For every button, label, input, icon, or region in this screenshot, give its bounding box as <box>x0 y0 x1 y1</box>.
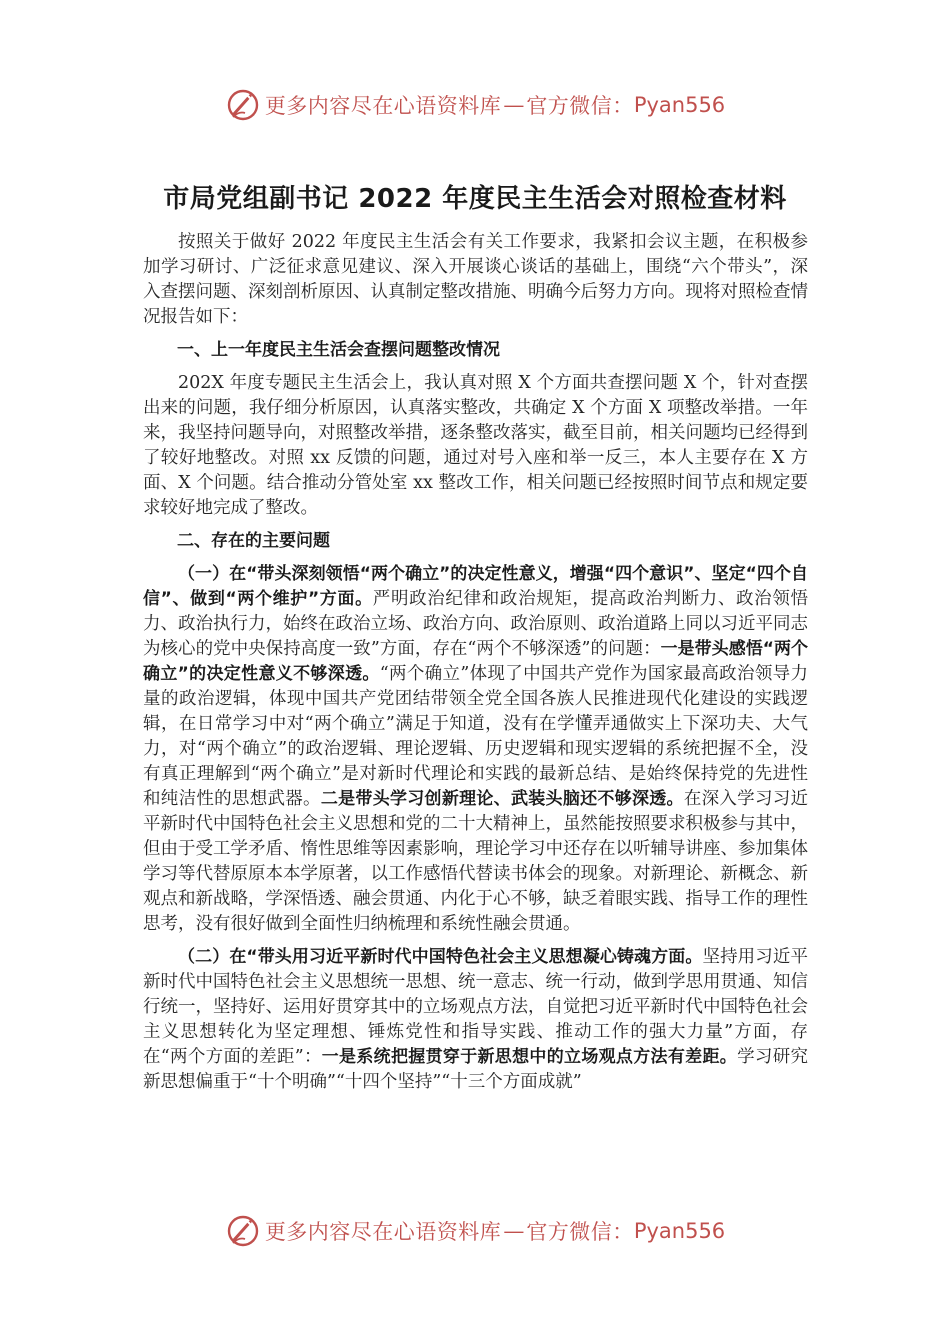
banner-text: 更多内容尽在心语资料库 <box>264 94 502 118</box>
intro-paragraph: 按照关于做好 2022 年度民主生活会有关工作要求，我紧扣会议主题，在积极参加学习研讨、广泛征求意见建议、深入开展谈心谈话的基础上，围绕“六个带头”，深入查摆问题、深刻剖析原因、认真制定整改措施、明确今后努力方向。现将对照检查情况报告如下： <box>143 232 808 327</box>
problem-2-lead: （二）在“带头用习近平新时代中国特色社会主义思想凝心铸魂方面。 <box>178 947 703 967</box>
problem-1-lead: （一）在“带头深刻领悟“两个确立”的决定性意义，增强“四个意识”、坚定“四个自信”、做到“两个维护”方面。 <box>143 564 808 609</box>
problem-2-paragraph <box>143 945 808 1095</box>
problem-1-paragraph <box>143 562 808 937</box>
footer-banner-wechat-label: 官方微信： <box>526 1220 634 1244</box>
problem-1-point-2: 二是带头学习创新理论、武装头脑还不够深透。 <box>320 789 684 809</box>
banner-wechat-id: Pyan556 <box>633 93 726 117</box>
header-watermark-banner <box>0 85 950 125</box>
pen-circle-logo-icon <box>225 87 261 123</box>
problem-1-text-a: 严明政治纪律和政治规矩，提高政治判断力、政治领悟力、政治执行力，始终在政治立场、政治方向、政治原则、政治道路上同以习近平同志为核心的党中央保持高度一致”方面，存在“两个不够深透”的问题： <box>143 589 808 659</box>
document-body <box>143 230 808 1095</box>
problem-1-text-c: 在深入学习习近平新时代中国特色社会主义思想和党的二十大精神上，虽然能按照要求积极参与其中，但由于受工学矛盾、惰性思维等因素影响，理论学习中还存在以听辅导讲座、参加集体学习等代替原原本本学原著，以工作感悟代替读书体会的现象。对新理论、新概念、新观点和新战略，学深悟透、融会贯通、内化于心不够，缺乏着眼实践、指导工作的理性思考，没有很好做到全面性归纳梳理和系统性融会贯通。 <box>143 789 809 934</box>
footer-watermark-banner <box>0 1211 950 1251</box>
section-1-heading: 一、上一年度民主生活会查摆问题整改情况 <box>177 340 500 360</box>
problem-1-text-b: “两个确立”体现了中国共产党作为国家最高政治领导力量的政治逻辑，体现中国共产党团结带领全党全国各族人民推进现代化建设的实践逻辑，在日常学习中对“两个确立”满足于知道，没有在学懂弄通做实上下深功夫、大气力，对“两个确立”的政治逻辑、理论逻辑、历史逻辑和现实逻辑的系统把握不全，没有真正理解到“两个确立”是对新时代理论和实践的最新总结、是始终保持党的先进性和纯洁性的思想武器。 <box>143 664 808 809</box>
footer-banner-text: 更多内容尽在心语资料库 <box>264 1220 502 1244</box>
problem-2-point-1: 一是系统把握贯穿于新思想中的立场观点方法有差距。 <box>321 1047 738 1067</box>
banner-separator: — <box>503 93 525 117</box>
problem-2-text-a: 坚持用习近平新时代中国特色社会主义思想统一思想、统一意志、统一行动，做到学思用贯通、知信行统一，坚持好、运用好贯穿其中的立场观点方法，自觉把习近平新时代中国特色社会主义思想转化为坚定理想、锤炼党性和指导实践、推动工作的强大力量”方面，存在“两个方面的差距”： <box>143 947 809 1067</box>
document-title: 市局党组副书记 2022 年度民主生活会对照检查材料 <box>163 184 787 214</box>
footer-banner-wechat-id: Pyan556 <box>633 1219 726 1243</box>
section-2-heading: 二、存在的主要问题 <box>177 531 330 551</box>
banner-wechat-label: 官方微信： <box>526 94 634 118</box>
problem-1-point-1: 一是带头感悟“两个确立”的决定性意义不够深透。 <box>143 639 808 684</box>
footer-banner-separator: — <box>503 1219 525 1243</box>
section-1-paragraph: 202X 年度专题民主生活会上，我认真对照 X 个方面共查摆问题 X 个，针对查摆出来的问题，我仔细分析原因，认真落实整改，共确定 X 个方面 X 项整改举措。一年来，我坚持问题导向，对照整改举措，逐条整改落实，截至目前，相关问题均已经得到了较好地整改。对照 xx 反馈的问题，通过对号入座和举一反三，本人主要存在 X 方面、X 个问题。结合推动分管处室 xx 整改工作，相关问题已经按照时间节点和规定要求较好地完成了整改。 <box>143 373 808 518</box>
pen-circle-logo-icon <box>225 1213 261 1249</box>
problem-2-text-b: 学习研究新思想偏重于“十个明确”“十四个坚持”“十三个方面成就” <box>143 1047 808 1092</box>
